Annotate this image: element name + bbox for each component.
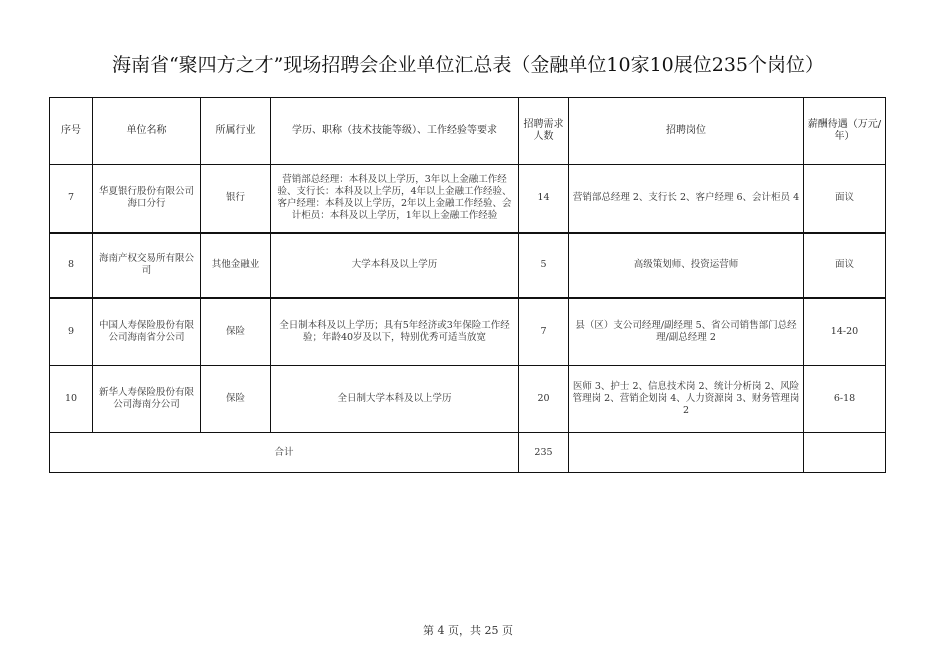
page-footer: 第 4 页，共 25 页 bbox=[423, 624, 513, 637]
table-row bbox=[50, 233, 886, 298]
cell-index: 8 bbox=[50, 233, 93, 298]
cell-industry: 其他金融业 bbox=[201, 233, 271, 298]
table-row bbox=[50, 298, 886, 366]
table-row bbox=[50, 165, 886, 233]
cell-salary: 14-20 bbox=[804, 298, 886, 366]
cell-index: 10 bbox=[50, 366, 93, 433]
cell-headcount: 5 bbox=[519, 233, 569, 298]
cell-positions: 高级策划师、投资运营师 bbox=[569, 233, 804, 298]
header-positions: 招聘岗位 bbox=[569, 98, 804, 165]
cell-industry: 银行 bbox=[201, 165, 271, 233]
total-label: 合计 bbox=[50, 433, 519, 473]
cell-company: 新华人寿保险股份有限公司海南分公司 bbox=[93, 366, 201, 433]
header-headcount: 招聘需求人数 bbox=[519, 98, 569, 165]
cell-salary: 面议 bbox=[804, 233, 886, 298]
cell-index: 7 bbox=[50, 165, 93, 233]
cell-positions: 医师 3、护士 2、信息技术岗 2、统计分析岗 2、风险管理岗 2、营销企划岗 4、人力资源岗 3、财务管理岗 2 bbox=[569, 366, 804, 433]
cell-requirements: 营销部总经理：本科及以上学历，3年以上金融工作经验、支行长：本科及以上学历，4年以上金融工作经验、客户经理：本科及以上学历，2年以上金融工作经验、会计柜员：本科及以上学历，1年以上金融工作经验 bbox=[271, 165, 519, 233]
header-salary: 薪酬待遇（万元/年） bbox=[804, 98, 886, 165]
total-positions bbox=[569, 433, 804, 473]
cell-headcount: 7 bbox=[519, 298, 569, 366]
cell-headcount: 20 bbox=[519, 366, 569, 433]
cell-salary: 6-18 bbox=[804, 366, 886, 433]
cell-headcount: 14 bbox=[519, 165, 569, 233]
total-row bbox=[50, 433, 886, 473]
header-company: 单位名称 bbox=[93, 98, 201, 165]
total-headcount: 235 bbox=[519, 433, 569, 473]
table-row bbox=[50, 366, 886, 433]
cell-company: 海南产权交易所有限公司 bbox=[93, 233, 201, 298]
table-header-row bbox=[50, 98, 886, 165]
cell-requirements: 全日制大学本科及以上学历 bbox=[271, 366, 519, 433]
total-salary bbox=[804, 433, 886, 473]
cell-industry: 保险 bbox=[201, 366, 271, 433]
page-title: 海南省“聚四方之才”现场招聘会企业单位汇总表（金融单位10家10展位235个岗位） bbox=[111, 54, 825, 76]
cell-index: 9 bbox=[50, 298, 93, 366]
header-industry: 所属行业 bbox=[201, 98, 271, 165]
cell-positions: 县（区）支公司经理/副经理 5、省公司销售部门总经理/副总经理 2 bbox=[569, 298, 804, 366]
header-index: 序号 bbox=[50, 98, 93, 165]
cell-company: 中国人寿保险股份有限公司海南省分公司 bbox=[93, 298, 201, 366]
header-requirements: 学历、职称（技术技能等级）、工作经验等要求 bbox=[271, 98, 519, 165]
cell-salary: 面议 bbox=[804, 165, 886, 233]
cell-positions: 营销部总经理 2、支行长 2、客户经理 6、会计柜员 4 bbox=[569, 165, 804, 233]
cell-requirements: 全日制本科及以上学历；具有5年经济或3年保险工作经验；年龄40岁及以下，特别优秀可适当放宽 bbox=[271, 298, 519, 366]
cell-company: 华夏银行股份有限公司海口分行 bbox=[93, 165, 201, 233]
recruitment-table bbox=[49, 97, 886, 473]
cell-requirements: 大学本科及以上学历 bbox=[271, 233, 519, 298]
cell-industry: 保险 bbox=[201, 298, 271, 366]
